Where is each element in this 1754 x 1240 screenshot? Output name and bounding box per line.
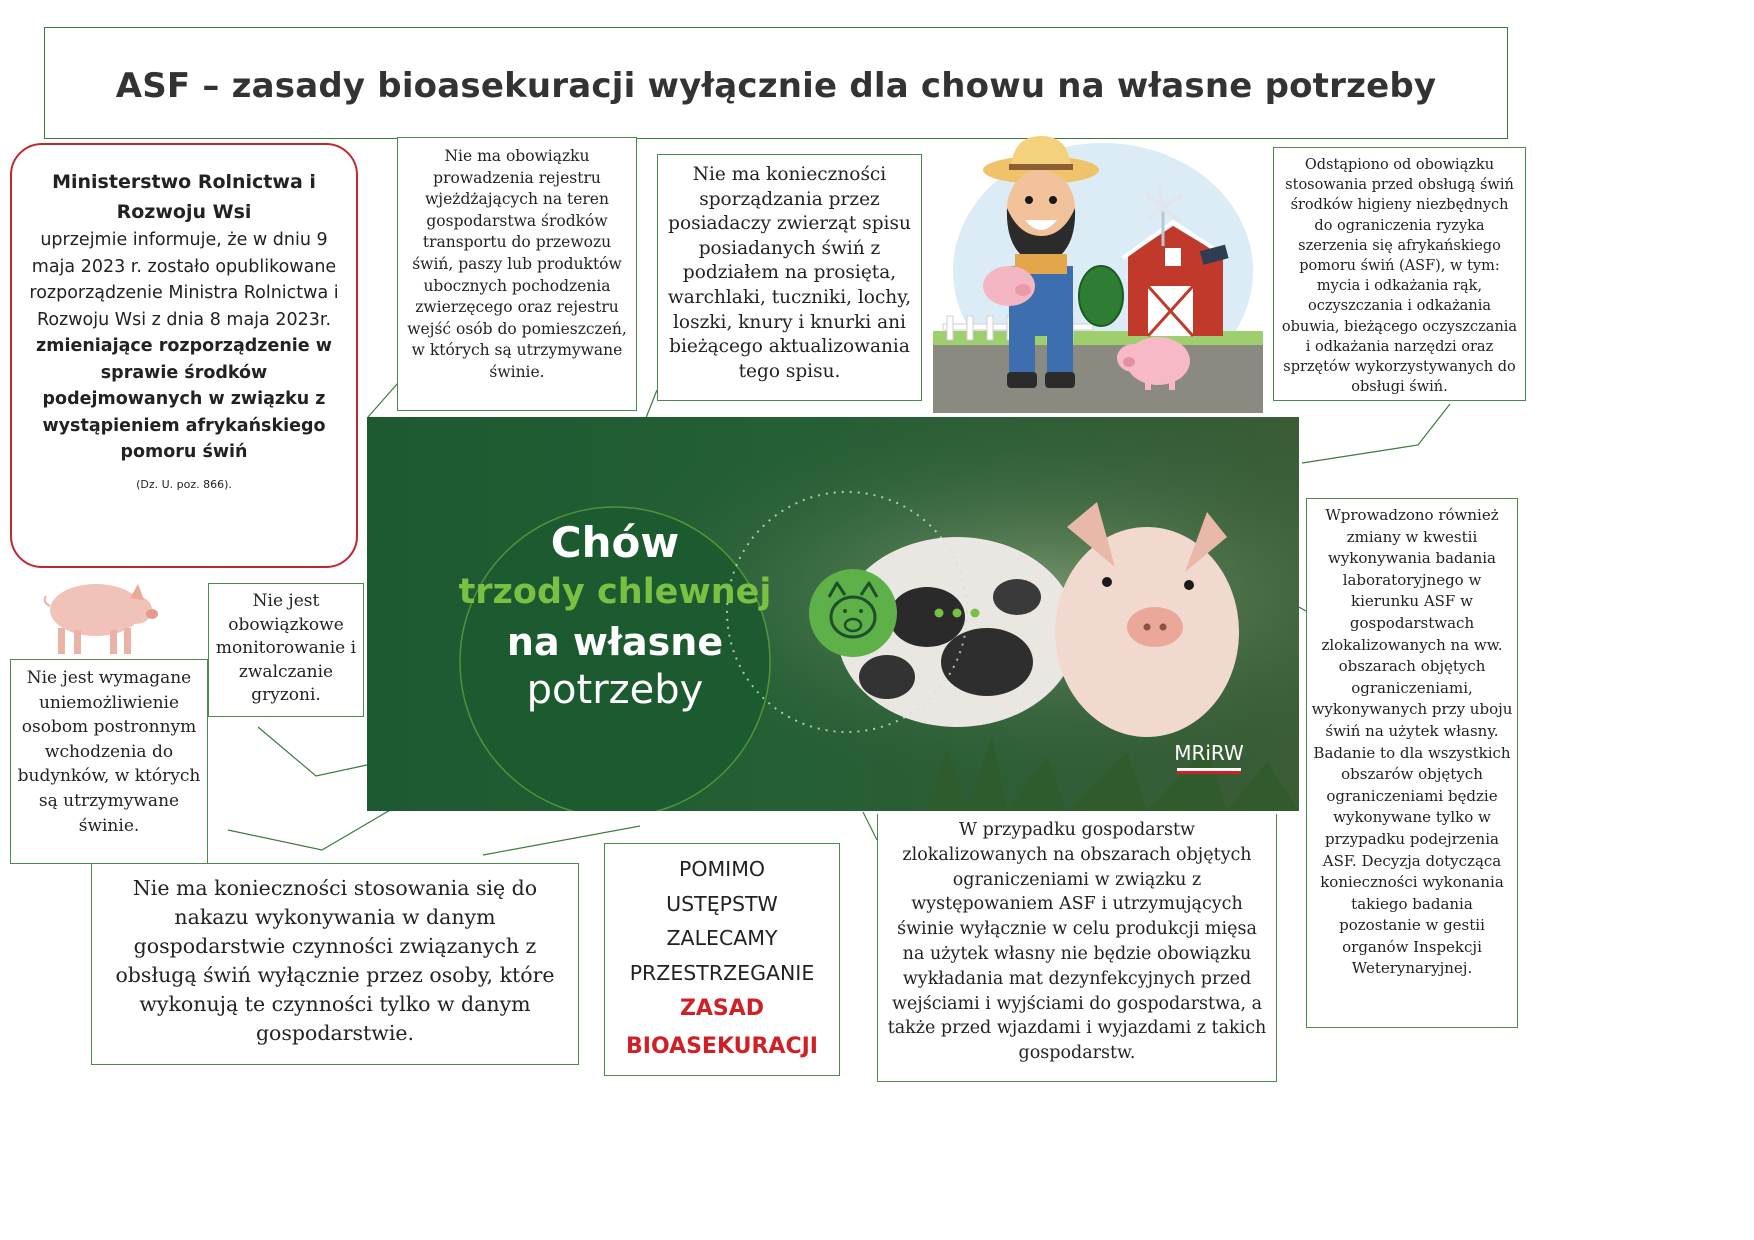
campaign-banner [367,417,1299,811]
banner-line-2: trzody chlewnej [458,572,772,612]
ministry-body: uprzejmie informuje, że w dniu 9 maja 2023 r. zostało opublikowane rozporządzenie Ministra Rolnictwa i Rozwoju Wsi z dnia 8 maja 2023r. [29,230,339,330]
ministry-name: Ministerstwo Rolnictwa i Rozwoju Wsi [52,171,316,223]
ministry-citation: (Dz. U. poz. 866). [136,477,232,491]
rodents-info-box: Nie jest obowiązkowe monitorowanie i zwalczanie gryzoni. [208,583,364,717]
lab-test-info-box: Wprowadzono również zmiany w kwestii wykonywania badania laboratoryjnego w kierunku ASF w gospodarstwach zlokalizowanych na ww. obszarach objętych ograniczeniami, wykonywanych przy uboju świń na użytek własny. Badanie to dla wszystkich obszarów objętych ograniczeniami będzie wykonywane tylko w przypadku podejrzenia ASF. Decyzja dotycząca konieczności wykonania takiego badania pozostanie w gestii organów Inspekcji Weterynaryjnej. [1306,498,1518,1028]
pink-piglet-illustration [1055,502,1239,737]
hygiene-info-box: Odstąpiono od obowiązku stosowania przed obsługą świń środków higieny niezbędnych do ograniczenia ryzyka szerzenia się afrykańskiego pomoru świń (ASF), w tym: mycia i odkażania rąk, oczyszczania i odkażania obuwia, bieżącego oczyszczania i odkażania narzędzi oraz sprzętów wykorzystywanych do obsługi świń. [1273,147,1526,401]
held-pig-icon [983,266,1035,306]
ministry-regulation-title: zmieniające rozporządzenie w sprawie środków podejmowanych w związku z wystąpieniem afrykańskiego pomoru świń [36,336,332,462]
title-box [44,27,1508,139]
banner-line-1: Chów [550,518,680,567]
census-info-box: Nie ma konieczności sporządzania przez posiadaczy zwierząt spisu posiadanych świń z podziałem na prosięta, warchlaki, tuczniki, lochy, loszki, knury i knurki ani bieżącego aktualizowania tego spisu. [657,154,922,401]
recommendation-box [604,843,840,1076]
recommendation-line: USTĘPSTW [666,891,778,916]
recommendation-line: PRZESTRZEGANIE [629,960,815,985]
register-info-box: Nie ma obowiązku prowadzenia rejestru wjeżdżających na teren gospodarstwa środków transportu do przewozu świń, paszy lub produktów ubocznych pochodzenia zwierzęcego oraz rejestru wejść osób do pomieszczeń, w których są utrzymywane świnie. [397,137,637,411]
page-title: ASF – zasady bioasekuracji wyłącznie dla chowu na własne potrzeby [115,66,1437,106]
farmer-illustration [933,136,1263,413]
pig-icon [809,569,897,657]
recommendation-line: ZALECAMY [666,926,778,950]
mats-info-box: W przypadku gospodarstw zlokalizowanych na obszarach objętych ograniczeniami w związku z występowaniem ASF i utrzymujących świnie wyłącznie w celu produkcji mięsa na użytek własny nie będzie obowiązku wykładania mat dezynfekcyjnych przed wejściami i wyjściami do gospodarstwa, a także przed wjazdami i wyjazdami z takich gospodarstw. [877,814,1277,1082]
recommendation-highlight: BIOASEKURACJI [626,1034,818,1059]
logo-text: MRiRW [1174,741,1244,765]
recommendation-highlight: ZASAD [679,996,765,1021]
recommendation-line: POMIMO [678,857,766,881]
pig-photo [38,570,164,656]
strangers-info-box: Nie jest wymagane uniemożliwienie osobom postronnym wchodzenia do budynków, w których są utrzymywane świnie. [10,659,208,864]
ministry-announcement [10,143,358,568]
banner-line-4: potrzeby [526,667,704,713]
banner-line-3: na własne [506,620,724,664]
mrirw-logo [1174,741,1244,774]
staff-info-box: Nie ma konieczności stosowania się do nakazu wykonywania w danym gospodarstwie czynności związanych z obsługą świń wyłącznie przez osoby, które wykonują te czynności tylko w danym gospodarstwie. [91,863,579,1065]
